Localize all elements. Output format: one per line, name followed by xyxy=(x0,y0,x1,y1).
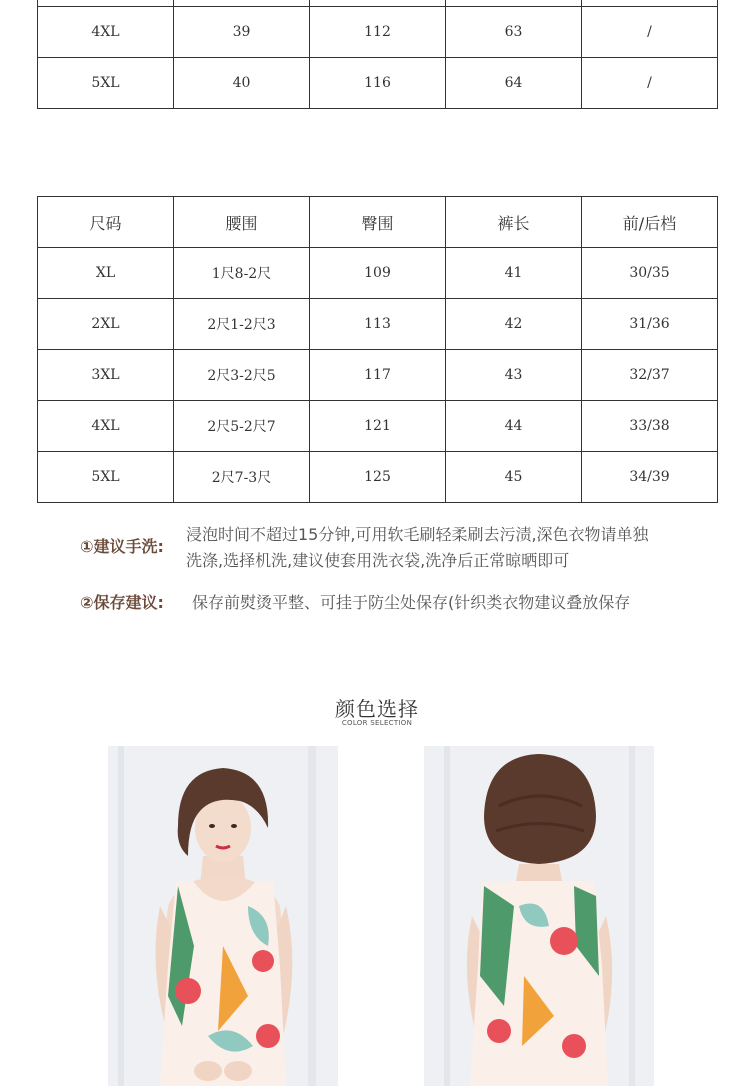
table-cell: 125 xyxy=(310,452,446,503)
product-photo-front xyxy=(108,746,338,1086)
table-cell: 34/39 xyxy=(582,452,718,503)
table-cell: 2尺3-2尺5 xyxy=(174,350,310,401)
table-cell: 64 xyxy=(446,58,582,109)
column-header: 裤长 xyxy=(446,197,582,248)
table-row xyxy=(38,299,718,350)
table-cell: 42 xyxy=(446,299,582,350)
table-cell: 40 xyxy=(174,58,310,109)
wash-label: ①建议手洗: xyxy=(80,537,164,556)
table-cell: 41 xyxy=(446,248,582,299)
table-row xyxy=(38,401,718,452)
table-cell: 32/37 xyxy=(582,350,718,401)
column-header: 尺码 xyxy=(38,197,174,248)
table-cell: 63 xyxy=(446,7,582,58)
size-table-pants xyxy=(37,196,718,503)
product-photo-back xyxy=(424,746,654,1086)
column-header: 臀围 xyxy=(310,197,446,248)
storage-text: 保存前熨烫平整、可挂于防尘处保存(针织类衣物建议叠放保存 xyxy=(192,593,631,612)
column-header: 腰围 xyxy=(174,197,310,248)
table-cell: 3XL xyxy=(38,350,174,401)
table-cell: 4XL xyxy=(38,401,174,452)
table-row xyxy=(38,58,718,109)
storage-label: ②保存建议: xyxy=(80,593,164,612)
table-cell: 45 xyxy=(446,452,582,503)
table-cell: 1尺8-2尺 xyxy=(174,248,310,299)
table-cell: 116 xyxy=(310,58,446,109)
table-cell: 112 xyxy=(310,7,446,58)
color-section-title: 颜色选择 xyxy=(335,697,419,721)
table-cell: 39 xyxy=(174,7,310,58)
table-cell: 113 xyxy=(310,299,446,350)
table-cell: 33/38 xyxy=(582,401,718,452)
table-cell: 2尺7-3尺 xyxy=(174,452,310,503)
wash-text xyxy=(186,522,649,574)
model-front-illustration xyxy=(108,746,338,1086)
table-cell: / xyxy=(582,7,718,58)
table-cell: 43 xyxy=(446,350,582,401)
table-cell: 5XL xyxy=(38,452,174,503)
table-cell: 4XL xyxy=(38,7,174,58)
table-cell: XL xyxy=(38,248,174,299)
table-cell: 5XL xyxy=(38,58,174,109)
table-cell: 31/36 xyxy=(582,299,718,350)
color-section-subtitle: COLOR SELECTION xyxy=(341,719,413,727)
wash-text-line2: 洗涤,选择机洗,建议使套用洗衣袋,洗净后正常晾晒即可 xyxy=(186,551,570,570)
table-cell: 117 xyxy=(310,350,446,401)
table-cell: 2尺1-2尺3 xyxy=(174,299,310,350)
table-row xyxy=(38,7,718,58)
size-table-top xyxy=(37,0,718,109)
table-header-row xyxy=(38,197,718,248)
table-cell: 2XL xyxy=(38,299,174,350)
table-cell: 30/35 xyxy=(582,248,718,299)
table-row xyxy=(38,452,718,503)
table-row xyxy=(38,350,718,401)
table-row xyxy=(38,248,718,299)
table-cell: 44 xyxy=(446,401,582,452)
column-header: 前/后档 xyxy=(582,197,718,248)
table-cell: 109 xyxy=(310,248,446,299)
table-cell: 121 xyxy=(310,401,446,452)
table-cell: 2尺5-2尺7 xyxy=(174,401,310,452)
model-back-illustration xyxy=(424,746,654,1086)
wash-text-line1: 浸泡时间不超过15分钟,可用软毛刷轻柔刷去污渍,深色衣物请单独 xyxy=(186,525,649,544)
table-cell: / xyxy=(582,58,718,109)
